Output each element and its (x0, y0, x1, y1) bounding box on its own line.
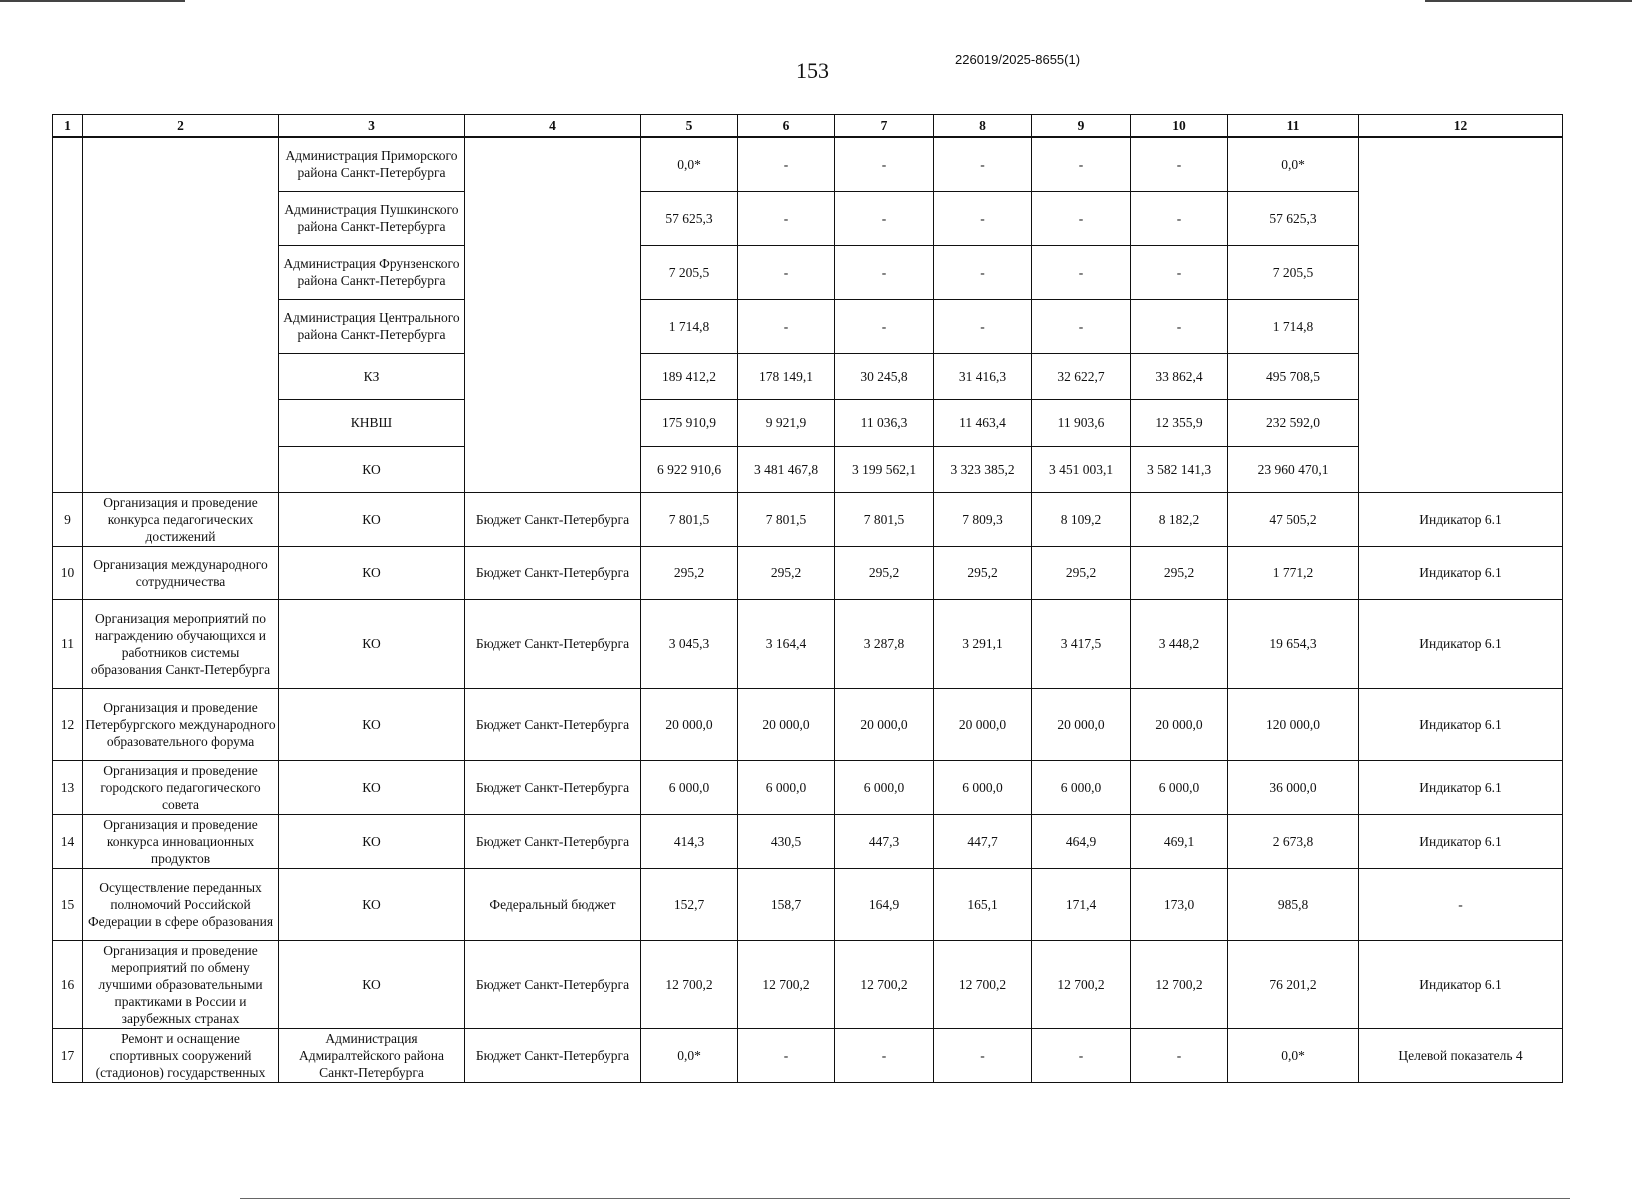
cell-total: 2 673,8 (1228, 814, 1359, 868)
cell-source: Бюджет Санкт-Петербурга (465, 814, 641, 868)
cell-total: 19 654,3 (1228, 599, 1359, 688)
cell-value: - (1032, 137, 1131, 191)
cell-indicator: Индикатор 6.1 (1359, 940, 1563, 1028)
cell-value: 447,7 (934, 814, 1032, 868)
cell-value: 295,2 (1131, 546, 1228, 599)
bottom-scan-edge (240, 1198, 1570, 1199)
cell-value: - (934, 137, 1032, 191)
cell-indicator: Индикатор 6.1 (1359, 599, 1563, 688)
cell-value: - (1032, 245, 1131, 299)
cell-value: - (835, 191, 934, 245)
cell-value: - (934, 1028, 1032, 1082)
cell-value: 447,3 (835, 814, 934, 868)
cell-value: 164,9 (835, 868, 934, 940)
column-header: 12 (1359, 115, 1563, 138)
cell-value: 7 205,5 (641, 245, 738, 299)
cell-indicator (1359, 137, 1563, 492)
cell-num: 11 (53, 599, 83, 688)
cell-value: 8 182,2 (1131, 492, 1228, 546)
column-header: 9 (1032, 115, 1131, 138)
cell-value: - (738, 1028, 835, 1082)
cell-value: 3 417,5 (1032, 599, 1131, 688)
cell-indicator: Индикатор 6.1 (1359, 688, 1563, 760)
cell-value: 31 416,3 (934, 353, 1032, 399)
column-header: 8 (934, 115, 1032, 138)
cell-value: 295,2 (1032, 546, 1131, 599)
column-header: 7 (835, 115, 934, 138)
table-row (53, 353, 1563, 399)
cell-value: 20 000,0 (835, 688, 934, 760)
column-header: 5 (641, 115, 738, 138)
cell-value: 12 700,2 (1032, 940, 1131, 1028)
cell-value: 0,0* (641, 1028, 738, 1082)
cell-value: - (835, 245, 934, 299)
cell-executor: КО (279, 940, 465, 1028)
cell-indicator: Индикатор 6.1 (1359, 760, 1563, 814)
cell-executor: КЗ (279, 353, 465, 399)
table-row (53, 599, 1563, 688)
cell-value: - (1032, 1028, 1131, 1082)
cell-num: 9 (53, 492, 83, 546)
cell-value: 9 921,9 (738, 399, 835, 446)
table-row (53, 814, 1563, 868)
cell-executor: Администрация Фрунзенского района Санкт-Петербурга (279, 245, 465, 299)
cell-value: - (738, 299, 835, 353)
cell-value: 32 622,7 (1032, 353, 1131, 399)
cell-value: 6 000,0 (934, 760, 1032, 814)
table-row (53, 546, 1563, 599)
cell-value: 3 164,4 (738, 599, 835, 688)
cell-num: 15 (53, 868, 83, 940)
cell-name (83, 137, 279, 492)
cell-value: - (1032, 299, 1131, 353)
cell-value: 178 149,1 (738, 353, 835, 399)
table-row (53, 1028, 1563, 1082)
cell-executor: КО (279, 760, 465, 814)
column-header: 10 (1131, 115, 1228, 138)
table-row (53, 760, 1563, 814)
cell-num: 13 (53, 760, 83, 814)
cell-name: Ремонт и оснащение спортивных сооружений (стадионов) государственных (83, 1028, 279, 1082)
cell-executor: КО (279, 868, 465, 940)
cell-value: 3 582 141,3 (1131, 446, 1228, 492)
cell-value: 3 199 562,1 (835, 446, 934, 492)
cell-value: 1 714,8 (641, 299, 738, 353)
cell-indicator: Индикатор 6.1 (1359, 546, 1563, 599)
top-scan-edge-left (0, 0, 185, 2)
cell-value: 12 700,2 (1131, 940, 1228, 1028)
cell-value: 0,0* (641, 137, 738, 191)
cell-total: 1 714,8 (1228, 299, 1359, 353)
cell-value: 6 000,0 (738, 760, 835, 814)
cell-value: - (934, 245, 1032, 299)
cell-executor: КО (279, 446, 465, 492)
cell-value: 33 862,4 (1131, 353, 1228, 399)
cell-value: 6 000,0 (835, 760, 934, 814)
top-scan-edge-right (1425, 0, 1632, 2)
cell-num: 17 (53, 1028, 83, 1082)
cell-value: 3 045,3 (641, 599, 738, 688)
cell-value: 171,4 (1032, 868, 1131, 940)
cell-name: Организация и проведение конкурса педагогических достижений (83, 492, 279, 546)
cell-value: - (1131, 245, 1228, 299)
cell-value: - (1131, 1028, 1228, 1082)
cell-value: 7 801,5 (835, 492, 934, 546)
cell-value: 12 355,9 (1131, 399, 1228, 446)
cell-value: 295,2 (738, 546, 835, 599)
table-row (53, 940, 1563, 1028)
cell-total: 0,0* (1228, 1028, 1359, 1082)
table-row (53, 446, 1563, 492)
table-row (53, 299, 1563, 353)
cell-value: 7 801,5 (641, 492, 738, 546)
column-header: 3 (279, 115, 465, 138)
cell-source: Бюджет Санкт-Петербурга (465, 546, 641, 599)
cell-indicator: Индикатор 6.1 (1359, 814, 1563, 868)
cell-executor: КО (279, 688, 465, 760)
cell-value: 152,7 (641, 868, 738, 940)
column-header: 11 (1228, 115, 1359, 138)
cell-value: 6 000,0 (641, 760, 738, 814)
cell-indicator: - (1359, 868, 1563, 940)
cell-value: 7 801,5 (738, 492, 835, 546)
cell-value: 464,9 (1032, 814, 1131, 868)
document-id: 226019/2025-8655(1) (955, 52, 1081, 67)
cell-value: - (835, 1028, 934, 1082)
cell-value: 11 036,3 (835, 399, 934, 446)
cell-value: 7 809,3 (934, 492, 1032, 546)
cell-value: 175 910,9 (641, 399, 738, 446)
cell-value: - (835, 137, 934, 191)
cell-value: - (738, 191, 835, 245)
cell-value: - (738, 137, 835, 191)
cell-value: 11 903,6 (1032, 399, 1131, 446)
column-header: 4 (465, 115, 641, 138)
cell-value: 3 323 385,2 (934, 446, 1032, 492)
cell-num (53, 137, 83, 492)
cell-executor: КО (279, 546, 465, 599)
cell-executor: КО (279, 492, 465, 546)
cell-source: Бюджет Санкт-Петербурга (465, 599, 641, 688)
cell-name: Организация и проведение городского педагогического совета (83, 760, 279, 814)
cell-value: - (934, 191, 1032, 245)
cell-source: Бюджет Санкт-Петербурга (465, 940, 641, 1028)
cell-total: 57 625,3 (1228, 191, 1359, 245)
cell-value: 6 000,0 (1032, 760, 1131, 814)
cell-total: 47 505,2 (1228, 492, 1359, 546)
cell-value: 469,1 (1131, 814, 1228, 868)
cell-value: 6 922 910,6 (641, 446, 738, 492)
cell-value: 30 245,8 (835, 353, 934, 399)
table-row (53, 399, 1563, 446)
cell-executor: Администрация Приморского района Санкт-Петербурга (279, 137, 465, 191)
column-header: 2 (83, 115, 279, 138)
cell-value: 20 000,0 (738, 688, 835, 760)
cell-total: 0,0* (1228, 137, 1359, 191)
cell-value: 414,3 (641, 814, 738, 868)
cell-total: 232 592,0 (1228, 399, 1359, 446)
cell-value: 158,7 (738, 868, 835, 940)
cell-name: Осуществление переданных полномочий Российской Федерации в сфере образования (83, 868, 279, 940)
cell-executor: Администрация Центрального района Санкт-Петербурга (279, 299, 465, 353)
cell-value: 295,2 (641, 546, 738, 599)
table-row (53, 492, 1563, 546)
cell-value: 8 109,2 (1032, 492, 1131, 546)
cell-value: - (738, 245, 835, 299)
cell-executor: Администрация Адмиралтейского района Санкт-Петербурга (279, 1028, 465, 1082)
cell-value: 3 287,8 (835, 599, 934, 688)
cell-executor: КНВШ (279, 399, 465, 446)
cell-num: 10 (53, 546, 83, 599)
cell-source: Бюджет Санкт-Петербурга (465, 688, 641, 760)
cell-value: 20 000,0 (1032, 688, 1131, 760)
cell-value: - (1032, 191, 1131, 245)
cell-value: 295,2 (835, 546, 934, 599)
cell-indicator: Индикатор 6.1 (1359, 492, 1563, 546)
cell-value: 3 448,2 (1131, 599, 1228, 688)
cell-executor: КО (279, 599, 465, 688)
table-row (53, 868, 1563, 940)
cell-source (465, 137, 641, 492)
column-header: 6 (738, 115, 835, 138)
cell-name: Организация и проведение Петербургского международного образовательного форума (83, 688, 279, 760)
cell-value: - (835, 299, 934, 353)
cell-num: 14 (53, 814, 83, 868)
cell-value: - (1131, 299, 1228, 353)
cell-executor: КО (279, 814, 465, 868)
cell-source: Бюджет Санкт-Петербурга (465, 492, 641, 546)
cell-value: 173,0 (1131, 868, 1228, 940)
cell-name: Организация международного сотрудничества (83, 546, 279, 599)
cell-value: 12 700,2 (835, 940, 934, 1028)
cell-value: 3 291,1 (934, 599, 1032, 688)
cell-value: 12 700,2 (738, 940, 835, 1028)
cell-total: 23 960 470,1 (1228, 446, 1359, 492)
cell-name: Организация мероприятий по награждению обучающихся и работников системы образования Санкт-Петербурга (83, 599, 279, 688)
cell-num: 16 (53, 940, 83, 1028)
cell-value: 12 700,2 (934, 940, 1032, 1028)
cell-total: 7 205,5 (1228, 245, 1359, 299)
cell-value: - (1131, 191, 1228, 245)
cell-source: Бюджет Санкт-Петербурга (465, 1028, 641, 1082)
cell-value: 57 625,3 (641, 191, 738, 245)
cell-name: Организация и проведение мероприятий по обмену лучшими образовательными практиками в России и зарубежных странах (83, 940, 279, 1028)
column-number-row (53, 115, 1563, 138)
cell-value: 20 000,0 (1131, 688, 1228, 760)
cell-source: Бюджет Санкт-Петербурга (465, 760, 641, 814)
cell-total: 985,8 (1228, 868, 1359, 940)
cell-value: 6 000,0 (1131, 760, 1228, 814)
cell-value: 11 463,4 (934, 399, 1032, 446)
column-header: 1 (53, 115, 83, 138)
cell-value: 20 000,0 (934, 688, 1032, 760)
cell-total: 36 000,0 (1228, 760, 1359, 814)
cell-value: - (1131, 137, 1228, 191)
table-row (53, 191, 1563, 245)
budget-table (52, 114, 1563, 1083)
cell-value: 189 412,2 (641, 353, 738, 399)
cell-num: 12 (53, 688, 83, 760)
cell-value: 295,2 (934, 546, 1032, 599)
cell-value: 165,1 (934, 868, 1032, 940)
cell-executor: Администрация Пушкинского района Санкт-Петербурга (279, 191, 465, 245)
cell-value: 12 700,2 (641, 940, 738, 1028)
cell-name: Организация и проведение конкурса инновационных продуктов (83, 814, 279, 868)
cell-value: - (934, 299, 1032, 353)
cell-total: 1 771,2 (1228, 546, 1359, 599)
cell-value: 3 451 003,1 (1032, 446, 1131, 492)
cell-source: Федеральный бюджет (465, 868, 641, 940)
cell-value: 430,5 (738, 814, 835, 868)
cell-total: 76 201,2 (1228, 940, 1359, 1028)
cell-total: 495 708,5 (1228, 353, 1359, 399)
table-row (53, 245, 1563, 299)
cell-total: 120 000,0 (1228, 688, 1359, 760)
page-number: 153 (796, 58, 829, 83)
cell-value: 3 481 467,8 (738, 446, 835, 492)
cell-indicator: Целевой показатель 4 (1359, 1028, 1563, 1082)
cell-value: 20 000,0 (641, 688, 738, 760)
table-row (53, 688, 1563, 760)
table-row (53, 137, 1563, 191)
